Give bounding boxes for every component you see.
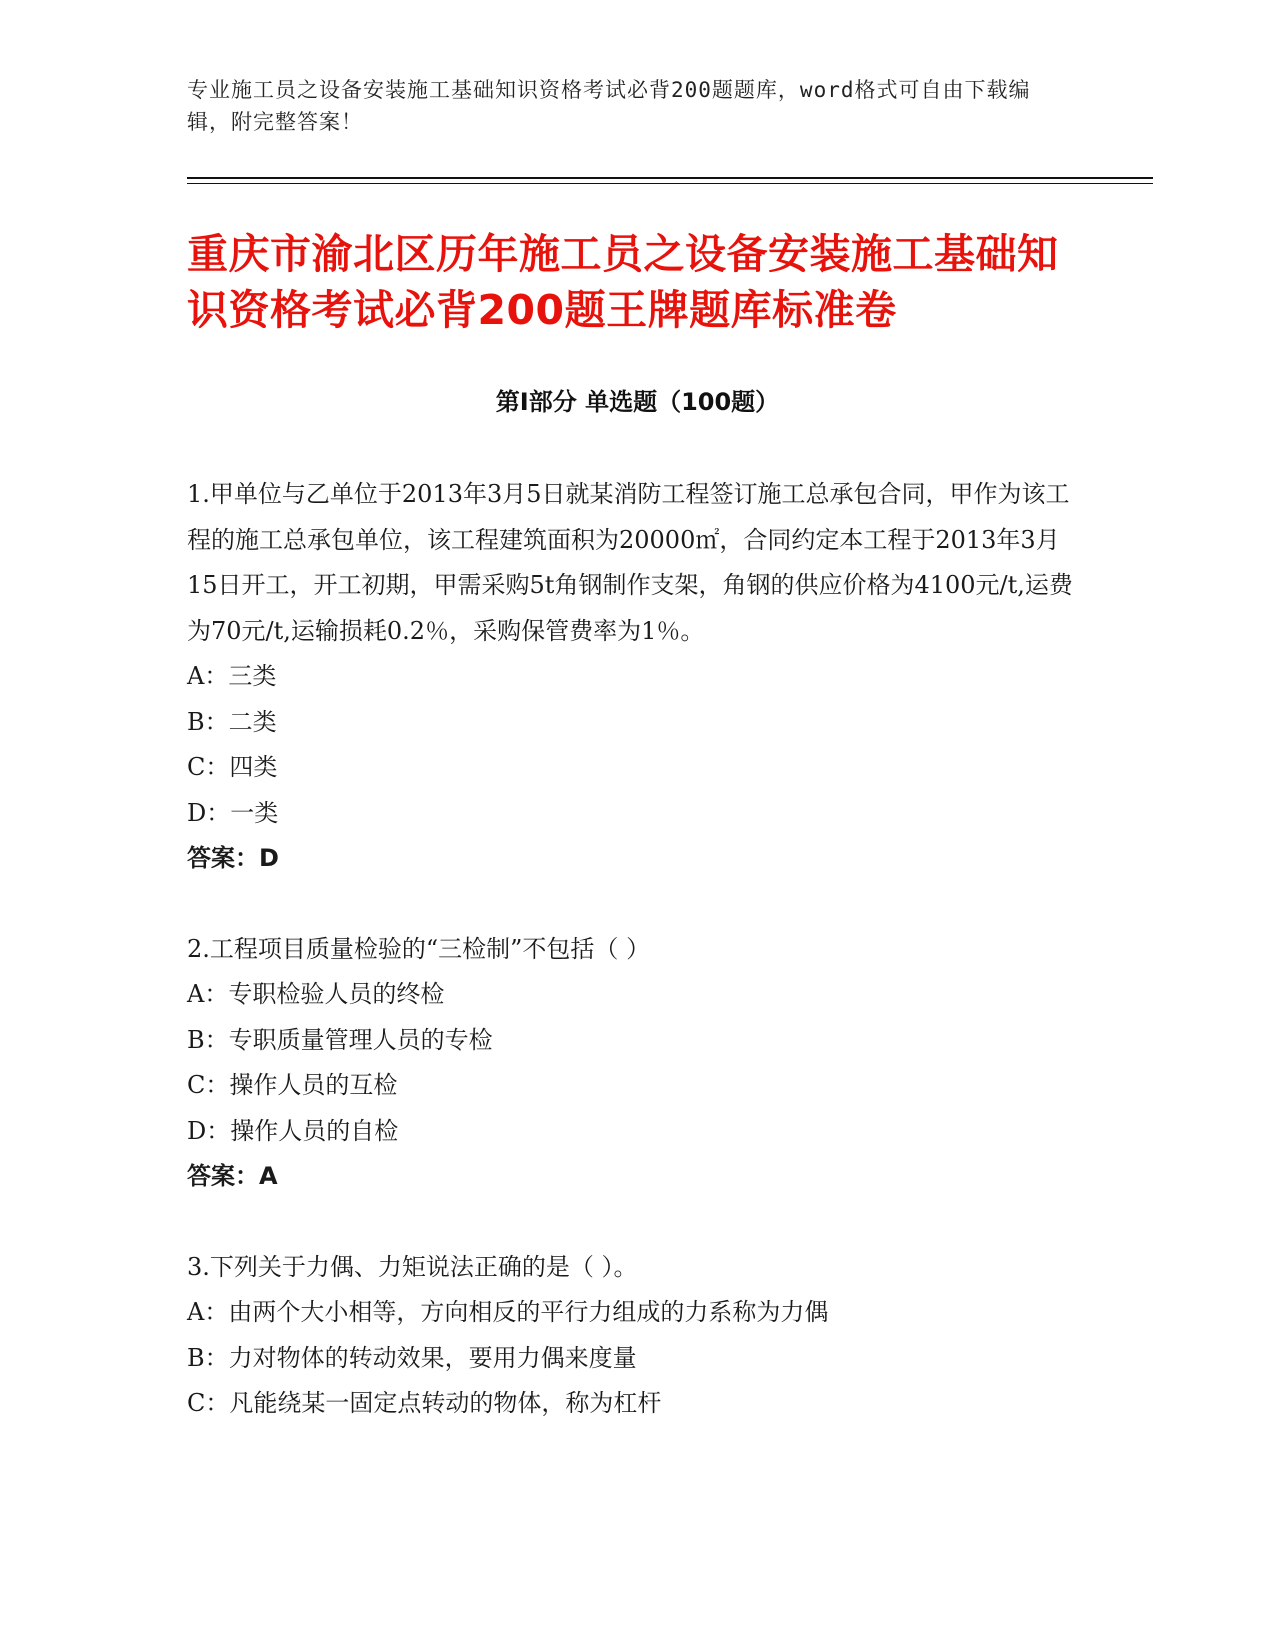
option-b: B：专职质量管理人员的专检 (187, 1025, 493, 1054)
option-b: B：力对物体的转动效果，要用力偶来度量 (187, 1343, 637, 1372)
option-c: C：四类 (187, 753, 278, 781)
question-stem: 2.工程项目质量检验的“三检制”不包括（ ） (187, 934, 651, 963)
option-c: C：凡能绕某一固定点转动的物体，称为杠杆 (187, 1389, 662, 1417)
question-gap (187, 882, 1077, 927)
option-a: A：三类 (187, 662, 277, 690)
question-list (187, 472, 1077, 1427)
option-d: D：一类 (187, 798, 279, 827)
header-rule-thin (187, 183, 1153, 184)
question-1 (187, 472, 1077, 882)
question-3 (187, 1245, 1077, 1427)
section-title: 第Ⅰ部分 单选题（100题） (495, 388, 780, 416)
header-note: 专业施工员之设备安装施工基础知识资格考试必背200题题库，word格式可自由下载编辑，附完整答案！ (187, 78, 1031, 134)
question-gap (187, 1200, 1077, 1245)
question-stem: 1.甲单位与乙单位于2013年3月5日就某消防工程签订施工总承包合同，甲作为该工程的施工总承包单位，该工程建筑面积为20000㎡，合同约定本工程于2013年3月15日开工，开工初期，甲需采购5t角钢制作支架，角钢的供应价格为4100元/t,运费为70元/t,运输损耗0.2％，采购保管费率为1％。 (187, 480, 1073, 645)
document-title: 重庆市渝北区历年施工员之设备安装施工基础知识资格考试必背200题王牌题库标准卷 (187, 230, 1059, 334)
option-b: B：二类 (187, 707, 277, 736)
option-d: D：操作人员的自检 (187, 1116, 399, 1145)
header-rule-thick (187, 177, 1153, 179)
option-a: A：由两个大小相等，方向相反的平行力组成的力系称为力偶 (187, 1298, 829, 1326)
option-a: A：专职检验人员的终检 (187, 980, 445, 1008)
question-stem: 3.下列关于力偶、力矩说法正确的是（ ）。 (187, 1252, 638, 1281)
option-c: C：操作人员的互检 (187, 1071, 398, 1099)
question-2 (187, 927, 1077, 1200)
answer: 答案：A (187, 1162, 278, 1190)
answer: 答案：D (187, 844, 279, 872)
